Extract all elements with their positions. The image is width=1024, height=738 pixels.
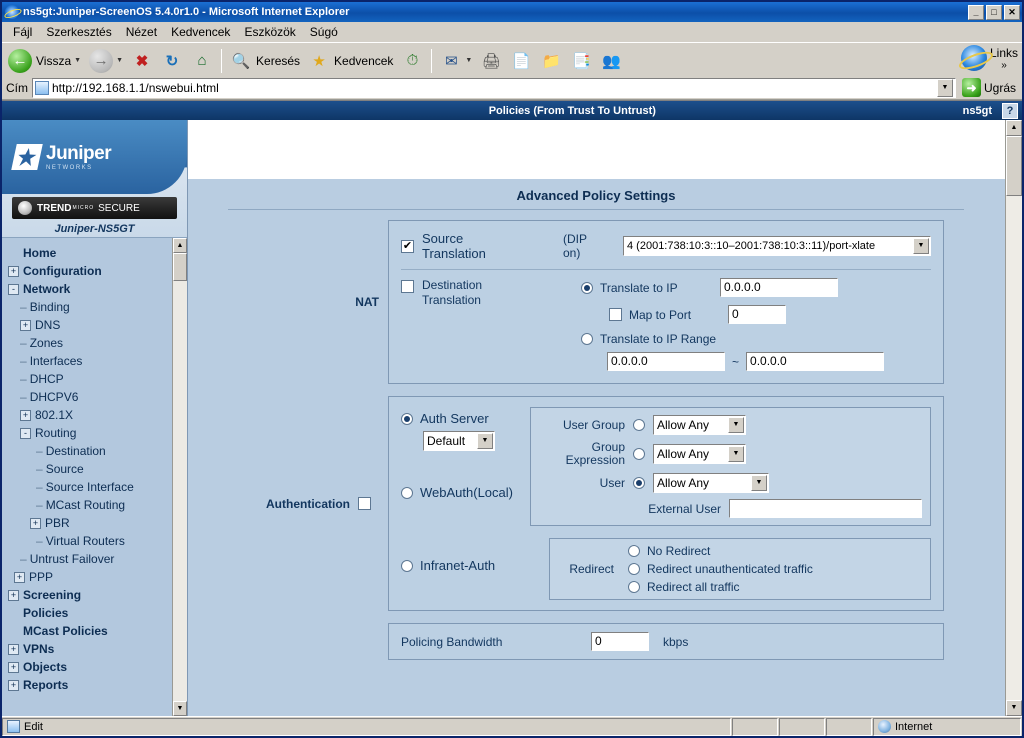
sidebar-scroll-down-button[interactable]: ▼ xyxy=(173,701,187,716)
content-scroll-area xyxy=(188,180,1022,716)
sidebar-item-policies[interactable]: Policies xyxy=(23,606,69,620)
sidebar-item-destination[interactable]: – Destination xyxy=(36,444,106,458)
expander-icon[interactable]: - xyxy=(20,428,31,439)
policing-bandwidth-unit: kbps xyxy=(663,634,689,649)
group-expression-label: Group Expression xyxy=(565,440,625,467)
app-body xyxy=(2,120,1022,716)
back-label: Vissza xyxy=(36,53,72,68)
sidebar-item-virtual-routers[interactable]: – Virtual Routers xyxy=(36,534,125,548)
menu-bar xyxy=(2,22,1022,42)
translate-to-ip-radio[interactable] xyxy=(581,282,593,294)
destination-translation-checkbox[interactable] xyxy=(401,280,414,293)
sidebar-item-configuration[interactable]: + Configuration xyxy=(4,262,187,280)
translate-to-ip-range-radio[interactable] xyxy=(581,333,593,345)
mail-icon: ✉ xyxy=(445,52,458,70)
page-title: Advanced Policy Settings xyxy=(516,188,676,203)
user-group-select[interactable] xyxy=(653,415,746,435)
expander-icon[interactable]: + xyxy=(8,266,19,277)
document-icon xyxy=(7,720,20,733)
brand-box xyxy=(2,120,187,238)
status-zone-cell xyxy=(873,718,1021,736)
auth-server-value: Default xyxy=(427,434,466,448)
user-group-radio[interactable] xyxy=(633,419,645,431)
status-bar xyxy=(2,716,1022,736)
title-divider xyxy=(228,209,964,210)
toolbar-separator-2 xyxy=(431,49,432,73)
address-label: Cím xyxy=(6,80,28,95)
trend-label: TREND xyxy=(37,202,72,214)
printer-icon: 🖨 xyxy=(481,52,501,70)
no-redirect-radio[interactable] xyxy=(628,545,640,557)
group-expression-select[interactable] xyxy=(653,444,746,464)
chevron-down-icon[interactable]: ▼ xyxy=(477,433,493,449)
policing-panel xyxy=(388,623,944,660)
brand-subtitle: NETWORKS xyxy=(46,165,93,171)
menu-item-tools[interactable]: Eszközök xyxy=(244,24,296,39)
home-icon: ⌂ xyxy=(197,52,207,69)
chevron-down-icon[interactable]: ▼ xyxy=(728,446,744,462)
sidebar-item-reports[interactable]: + Reports xyxy=(4,676,187,694)
go-button[interactable] xyxy=(962,78,1020,97)
content-scroll-down-button[interactable]: ▼ xyxy=(1006,700,1022,716)
content-scrollbar[interactable] xyxy=(1005,120,1022,716)
trend-secure-label: SECURE xyxy=(98,202,140,214)
maximize-button[interactable]: □ xyxy=(986,5,1002,20)
help-button[interactable]: ? xyxy=(1002,103,1018,119)
menu-item-file[interactable]: Fájl xyxy=(13,24,33,39)
people-icon: 👥 xyxy=(602,52,621,70)
juniper-mark-icon xyxy=(11,144,43,170)
app-header xyxy=(2,101,1022,120)
device-name: ns5gt xyxy=(962,104,992,117)
favorites-label: Kedvencek xyxy=(334,53,394,68)
infranet-auth-radio[interactable] xyxy=(401,560,413,572)
chevron-down-icon[interactable]: ▼ xyxy=(751,475,767,491)
refresh-button[interactable] xyxy=(157,46,187,76)
webauth-label: WebAuth(Local) xyxy=(420,485,513,500)
sidebar-item-home[interactable]: Home xyxy=(4,244,187,262)
map-to-port-input[interactable]: 0 xyxy=(728,305,786,324)
external-user-label: External User xyxy=(648,501,721,516)
status-text-cell xyxy=(2,718,731,736)
menu-item-view[interactable]: Nézet xyxy=(125,24,158,39)
mail-button[interactable] xyxy=(436,46,476,76)
favorites-button[interactable] xyxy=(304,46,397,76)
search-button[interactable] xyxy=(226,46,304,76)
go-label: Ugrás xyxy=(983,80,1016,95)
minimize-button[interactable]: _ xyxy=(968,5,984,20)
messenger-button[interactable] xyxy=(596,46,626,76)
sidebar-item-dns[interactable]: + DNS xyxy=(4,316,187,334)
back-button[interactable] xyxy=(4,46,85,76)
folder-icon: 📁 xyxy=(542,52,561,70)
search-icon: 🔍 xyxy=(231,52,251,70)
status-cell-2 xyxy=(732,718,778,736)
dip-label: (DIP on) xyxy=(563,232,587,260)
back-dropdown-icon[interactable]: ▼ xyxy=(74,57,82,64)
juniper-logo xyxy=(2,120,187,194)
sidebar-item-source[interactable]: – Source xyxy=(36,462,84,476)
sidebar-item-mcast-policies[interactable]: MCast Policies xyxy=(23,624,108,638)
policing-bandwidth-input[interactable]: 0 xyxy=(591,632,649,651)
dip-value: 4 (2001:738:10:3::10–2001:738:10:3::11)/port-xlate xyxy=(627,240,876,252)
expander-icon[interactable]: + xyxy=(30,518,41,529)
infranet-auth-label: Infranet-Auth xyxy=(420,558,496,573)
research-button[interactable] xyxy=(566,46,596,76)
address-input[interactable] xyxy=(32,78,956,98)
user-label: User xyxy=(599,476,625,490)
page-icon xyxy=(35,81,49,95)
folder-button[interactable] xyxy=(536,46,566,76)
translate-to-ip-label: Translate to IP xyxy=(600,280,678,295)
sidebar-item-source-interface[interactable]: – Source Interface xyxy=(36,480,134,494)
sidebar-item-vpns[interactable]: + VPNs xyxy=(4,640,187,658)
edit-page-icon: 📄 xyxy=(512,52,531,70)
window-buttons xyxy=(968,5,1020,20)
sidebar-item-screening[interactable]: + Screening xyxy=(4,586,187,604)
forward-arrow-icon: → xyxy=(89,49,113,73)
star-icon: ★ xyxy=(312,52,326,70)
brand-name: Juniper xyxy=(46,143,112,164)
links-area xyxy=(961,45,1018,71)
translate-to-ip-range-label: Translate to IP Range xyxy=(600,332,717,346)
range-separator: ~ xyxy=(732,354,740,369)
sidebar-scroll-up-button[interactable]: ▲ xyxy=(173,238,187,253)
page-header-title: Policies (From Trust To Untrust) xyxy=(488,104,656,117)
expander-icon[interactable]: + xyxy=(8,680,19,691)
refresh-icon: ↻ xyxy=(165,52,179,70)
redirect-unauthenticated-radio[interactable] xyxy=(628,563,640,575)
trend-micro-label: MICRO xyxy=(72,205,95,211)
trend-micro-badge xyxy=(12,197,177,219)
sidebar-item-zones[interactable]: – Zones xyxy=(20,336,64,350)
sidebar-item-ppp[interactable]: + PPP xyxy=(4,568,187,586)
user-radio[interactable] xyxy=(633,477,645,489)
links-chevron-icon[interactable]: » xyxy=(1001,59,1007,71)
expander-icon[interactable]: + xyxy=(8,644,19,655)
group-expression-value: Allow Any xyxy=(657,447,710,461)
webauth-radio[interactable] xyxy=(401,487,413,499)
sidebar-item-pbr[interactable]: + PBR xyxy=(4,514,187,532)
sidebar-scroll-track[interactable] xyxy=(173,281,187,701)
forward-button[interactable] xyxy=(85,46,127,76)
no-redirect-label: No Redirect xyxy=(647,544,711,558)
close-button[interactable]: ✕ xyxy=(1004,5,1020,20)
range-from-input[interactable]: 0.0.0.0 xyxy=(607,352,725,371)
sidebar-item-untrust-failover[interactable]: – Untrust Failover xyxy=(20,552,115,566)
content-scroll-track[interactable] xyxy=(1006,196,1022,700)
history-icon: ⏱ xyxy=(406,52,419,69)
screenos-webui xyxy=(2,100,1022,716)
search-label: Keresés xyxy=(256,53,301,68)
sidebar-item-dhcp[interactable]: – DHCP xyxy=(20,372,64,386)
sidebar-item-routing[interactable]: - Routing xyxy=(4,424,187,442)
edit-button[interactable] xyxy=(506,46,536,76)
content-pane xyxy=(188,120,1022,716)
authentication-section-label: Authentication xyxy=(266,496,350,511)
menu-item-edit[interactable]: Szerkesztés xyxy=(46,24,112,39)
status-zone-text: Internet xyxy=(895,720,933,733)
address-bar xyxy=(2,78,1022,100)
sidebar-scroll-thumb[interactable] xyxy=(173,253,187,281)
content-scroll-thumb[interactable] xyxy=(1006,136,1022,196)
source-translation-checkbox[interactable]: ✔ xyxy=(402,239,413,252)
authentication-enable-checkbox[interactable] xyxy=(358,497,371,510)
expander-icon[interactable] xyxy=(8,248,19,259)
content-scroll-up-button[interactable]: ▲ xyxy=(1006,120,1022,136)
user-value: Allow Any xyxy=(657,476,710,490)
back-arrow-icon: ← xyxy=(8,49,32,73)
stop-icon: ✖ xyxy=(135,52,149,70)
nat-divider xyxy=(401,269,931,270)
internet-explorer-icon xyxy=(5,5,19,19)
address-dropdown-icon[interactable]: ▼ xyxy=(937,79,953,97)
user-group-label: User Group xyxy=(562,418,625,432)
user-select[interactable] xyxy=(653,473,769,493)
redirect-all-label: Redirect all traffic xyxy=(647,580,740,594)
address-value: http://192.168.1.1/nswebui.html xyxy=(52,80,219,95)
auth-server-label: Auth Server xyxy=(420,411,489,426)
menu-item-favorites[interactable]: Kedvencek xyxy=(171,24,231,39)
forward-dropdown-icon[interactable]: ▼ xyxy=(116,57,124,64)
redirect-label: Redirect xyxy=(569,562,614,576)
destination-translation-label: Destination Translation xyxy=(422,278,483,307)
home-button[interactable] xyxy=(187,46,217,76)
window-title: ns5gt:Juniper-ScreenOS 5.4.0r1.0 - Microsoft Internet Explorer xyxy=(23,6,350,18)
auth-server-select[interactable] xyxy=(423,431,495,451)
expander-icon[interactable]: - xyxy=(8,284,19,295)
device-model: Juniper-NS5GT xyxy=(54,223,135,235)
expander-icon[interactable]: + xyxy=(20,410,31,421)
sidebar-scrollbar[interactable] xyxy=(172,238,187,716)
chevron-down-icon[interactable]: ▼ xyxy=(728,417,744,433)
range-to-input[interactable]: 0.0.0.0 xyxy=(746,352,884,371)
sidebar-item-8021x[interactable]: + 802.1X xyxy=(4,406,187,424)
stop-button[interactable] xyxy=(127,46,157,76)
nat-section-label: NAT xyxy=(355,295,379,309)
sidebar-nav xyxy=(2,238,187,716)
sidebar xyxy=(2,120,188,716)
source-translation-label: Source Translation xyxy=(422,231,486,261)
map-to-port-checkbox[interactable] xyxy=(609,308,622,321)
external-user-input[interactable] xyxy=(729,499,922,518)
expander-icon[interactable]: + xyxy=(20,320,31,331)
sidebar-item-network[interactable]: - Network xyxy=(4,280,187,298)
ie-logo-icon xyxy=(961,45,987,71)
sidebar-item-objects[interactable]: + Objects xyxy=(4,658,187,676)
toolbar-separator xyxy=(221,49,222,73)
links-label[interactable]: Links xyxy=(989,45,1018,60)
sidebar-item-dhcpv6[interactable]: – DHCPV6 xyxy=(20,390,79,404)
trend-globe-icon xyxy=(18,201,32,215)
group-expression-radio[interactable] xyxy=(633,448,645,460)
research-icon: 📑 xyxy=(572,52,591,70)
status-cell-4 xyxy=(826,718,872,736)
globe-icon xyxy=(878,720,891,733)
translate-to-ip-input[interactable]: 0.0.0.0 xyxy=(720,278,838,297)
expander-icon[interactable]: + xyxy=(8,590,19,601)
mail-dropdown-icon[interactable]: ▼ xyxy=(465,57,473,64)
menu-item-help[interactable]: Súgó xyxy=(309,24,338,39)
policing-bandwidth-label: Policing Bandwidth xyxy=(401,634,503,649)
status-text: Edit xyxy=(24,720,43,733)
nat-panel xyxy=(355,220,944,384)
history-button[interactable] xyxy=(397,46,427,76)
status-cell-3 xyxy=(779,718,825,736)
expander-icon[interactable]: + xyxy=(8,662,19,673)
go-arrow-icon: ➜ xyxy=(962,78,981,97)
browser-toolbar xyxy=(2,42,1022,78)
redirect-all-radio[interactable] xyxy=(628,581,640,593)
user-group-value: Allow Any xyxy=(657,418,710,432)
map-to-port-label: Map to Port xyxy=(629,307,692,322)
chevron-down-icon[interactable]: ▼ xyxy=(913,238,929,254)
expander-icon[interactable]: + xyxy=(14,572,25,583)
window-titlebar xyxy=(2,2,1022,22)
sidebar-item-interfaces[interactable]: – Interfaces xyxy=(20,354,83,368)
authentication-panel xyxy=(266,396,944,611)
print-button[interactable] xyxy=(476,46,506,76)
dip-select[interactable] xyxy=(623,236,931,256)
content-top-banner xyxy=(188,120,1022,180)
redirect-unauthenticated-label: Redirect unauthenticated traffic xyxy=(647,562,813,576)
sidebar-item-binding[interactable]: – Binding xyxy=(20,300,70,314)
sidebar-item-mcast-routing[interactable]: – MCast Routing xyxy=(36,498,126,512)
auth-server-radio[interactable] xyxy=(401,413,413,425)
